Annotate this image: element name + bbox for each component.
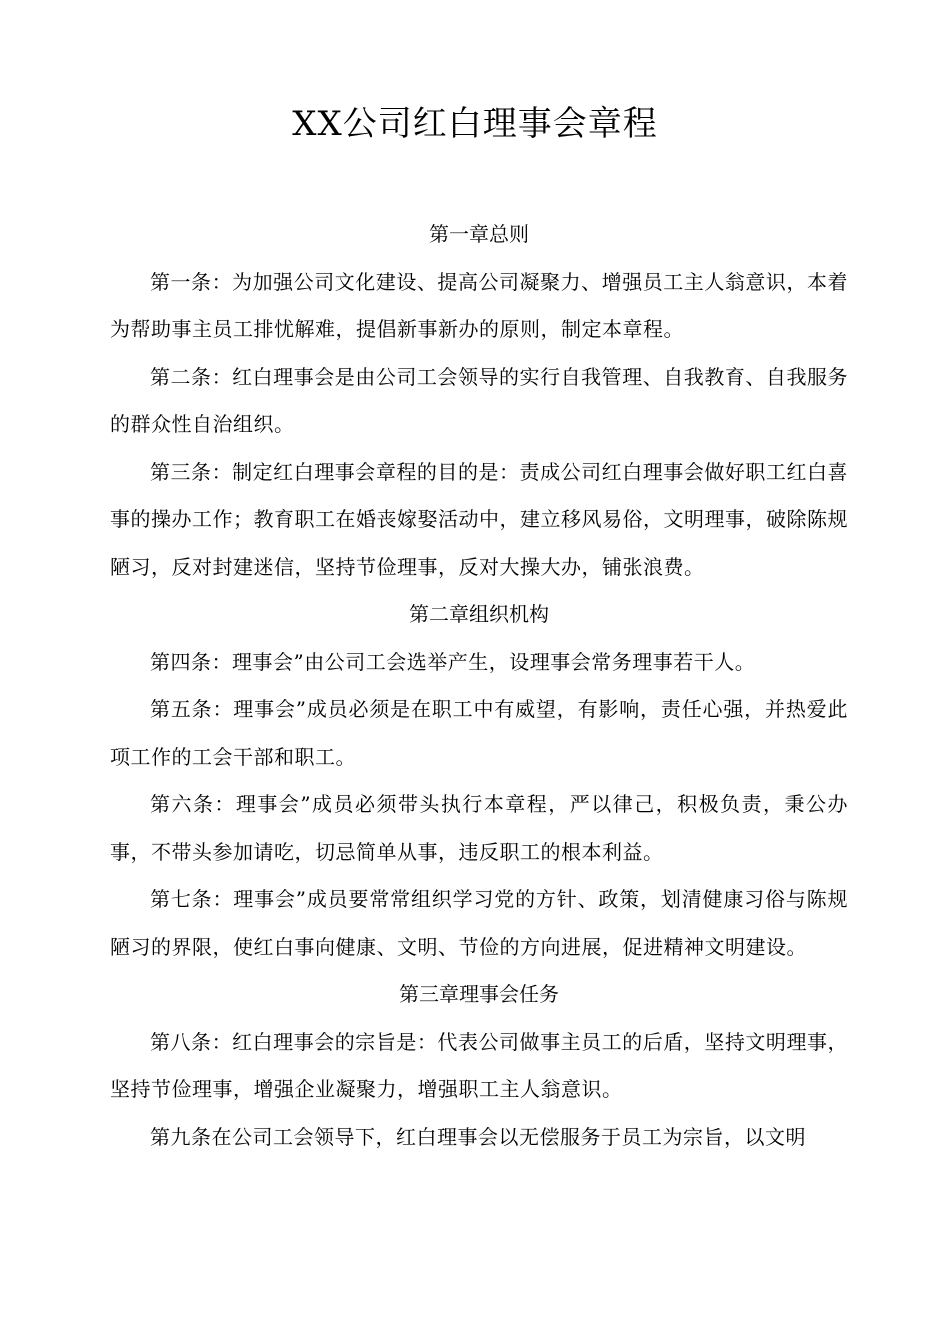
article-paragraph: 第五条：理事会”成员必须是在职工中有威望，有影响，责任心强，并热爱此项工作的工会干部和职工。	[110, 697, 848, 769]
article-paragraph: 第一条：为加强公司文化建设、提高公司凝聚力、增强员工主人翁意识，本着为帮助事主员工排忧解难，提倡新事新办的原则，制定本章程。	[110, 269, 848, 341]
document-title: XX公司红白理事会章程	[292, 104, 658, 144]
article-paragraph: 第九条在公司工会领导下，红白理事会以无偿服务于员工为宗旨，以文明	[150, 1124, 806, 1149]
article-paragraph: 第二条：红白理事会是由公司工会领导的实行自我管理、自我教育、自我服务的群众性自治组织。	[110, 364, 848, 436]
article-paragraph: 第六条：理事会”成员必须带头执行本章程，严以律己，积极负责，秉公办事，不带头参加请吃，切忌简单从事，违反职工的根本利益。	[110, 792, 848, 864]
chapter-heading: 第一章总则	[429, 222, 529, 246]
article-paragraph: 第七条：理事会”成员要常常组织学习党的方针、政策，划清健康习俗与陈规陋习的界限，使红白事向健康、文明、节俭的方向进展，促进精神文明建设。	[110, 887, 848, 959]
article-paragraph: 第三条：制定红白理事会章程的目的是：责成公司红白理事会做好职工红白喜事的操办工作；教育职工在婚丧嫁娶活动中，建立移风易俗，文明理事，破除陈规陋习，反对封建迷信，坚持节俭理事，反对大操大办，铺张浪费。	[110, 459, 848, 579]
chapter-heading: 第三章理事会任务	[399, 982, 559, 1006]
article-paragraph: 第四条：理事会”由公司工会选举产生，设理事会常务理事若干人。	[150, 649, 756, 674]
article-paragraph: 第八条：红白理事会的宗旨是：代表公司做事主员工的后盾，坚持文明理事，坚持节俭理事，增强企业凝聚力，增强职工主人翁意识。	[110, 1029, 848, 1101]
document-body	[110, 211, 848, 1161]
chapter-heading: 第二章组织机构	[409, 602, 549, 626]
